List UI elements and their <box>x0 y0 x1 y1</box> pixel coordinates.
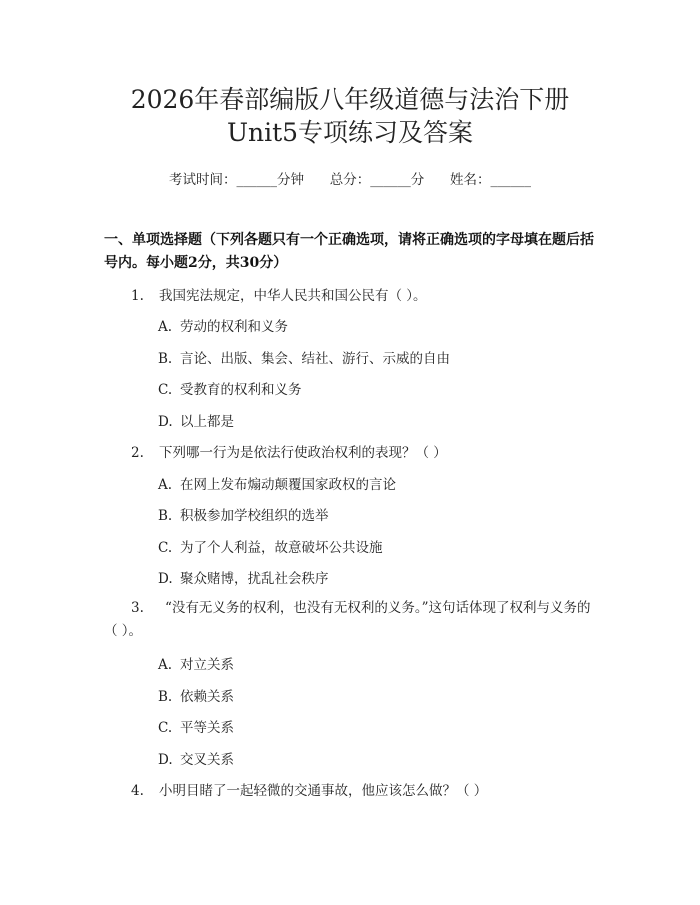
question-4 <box>131 779 487 799</box>
option-text: 为了个人利益，故意破坏公共设施 <box>180 540 383 556</box>
page-title: 2026年春部编版八年级道德与法治下册 <box>130 85 570 114</box>
exam-info <box>0 168 700 188</box>
option-text: 聚众赌博，扰乱社会秩序 <box>180 571 329 587</box>
option-text: 在网上发布煽动颠覆国家政权的言论 <box>180 477 396 493</box>
option-letter: B. <box>158 689 173 705</box>
option-letter: A. <box>158 657 173 673</box>
exam-score: 总分：______分 <box>329 172 425 188</box>
option-letter: D. <box>158 571 173 587</box>
question-text: “没有无义务的权利，也没有无权利的义务。”这句话体现了权利与义务的（ ）。 <box>104 600 591 639</box>
exam-time: 考试时间：______分钟 <box>169 172 304 188</box>
option-letter: D. <box>158 414 173 430</box>
option-letter: D. <box>158 752 173 768</box>
option-text: 受教育的权利和义务 <box>180 382 302 398</box>
page-subtitle: Unit5专项练习及答案 <box>226 118 474 147</box>
option-text: 以上都是 <box>180 414 234 430</box>
option-letter: B. <box>158 351 173 367</box>
option-letter: B. <box>158 508 173 524</box>
option-1b <box>158 347 450 367</box>
question-number: 1. <box>131 288 144 304</box>
question-number: 2. <box>131 445 144 461</box>
option-text: 对立关系 <box>180 657 234 673</box>
option-3c <box>158 716 234 736</box>
question-3 <box>104 597 604 643</box>
option-3d <box>158 748 234 768</box>
option-letter: A. <box>158 477 173 493</box>
option-text: 积极参加学校组织的选举 <box>180 508 329 524</box>
option-letter: A. <box>158 319 173 335</box>
question-2 <box>131 441 447 461</box>
question-text: 我国宪法规定，中华人民共和国公民有（ ）。 <box>159 288 427 304</box>
question-number: 3. <box>131 600 144 616</box>
question-text: 下列哪一行为是依法行使政治权利的表现？（ ） <box>159 445 447 461</box>
option-letter: C. <box>158 382 173 398</box>
option-letter: C. <box>158 720 173 736</box>
option-1d <box>158 410 234 430</box>
option-2d <box>158 567 329 587</box>
option-3b <box>158 685 234 705</box>
option-text: 平等关系 <box>180 720 234 736</box>
option-letter: C. <box>158 540 173 556</box>
option-text: 言论、出版、集会、结社、游行、示威的自由 <box>180 351 450 367</box>
option-text: 依赖关系 <box>180 689 234 705</box>
option-2b <box>158 504 329 524</box>
exam-name: 姓名：______ <box>450 172 531 188</box>
option-text: 交叉关系 <box>180 752 234 768</box>
option-1a <box>158 315 288 335</box>
question-1 <box>131 284 427 304</box>
option-1c <box>158 378 302 398</box>
option-3a <box>158 653 234 673</box>
option-text: 劳动的权利和义务 <box>180 319 288 335</box>
question-text: 小明目睹了一起轻微的交通事故，他应该怎么做？（ ） <box>159 783 488 799</box>
question-number: 4. <box>131 783 144 799</box>
option-2c <box>158 536 383 556</box>
option-2a <box>158 473 396 493</box>
section-heading: 一、单项选择题（下列各题只有一个正确选项，请将正确选项的字母填在题后括号内。每小题2分，共30分） <box>104 232 594 271</box>
